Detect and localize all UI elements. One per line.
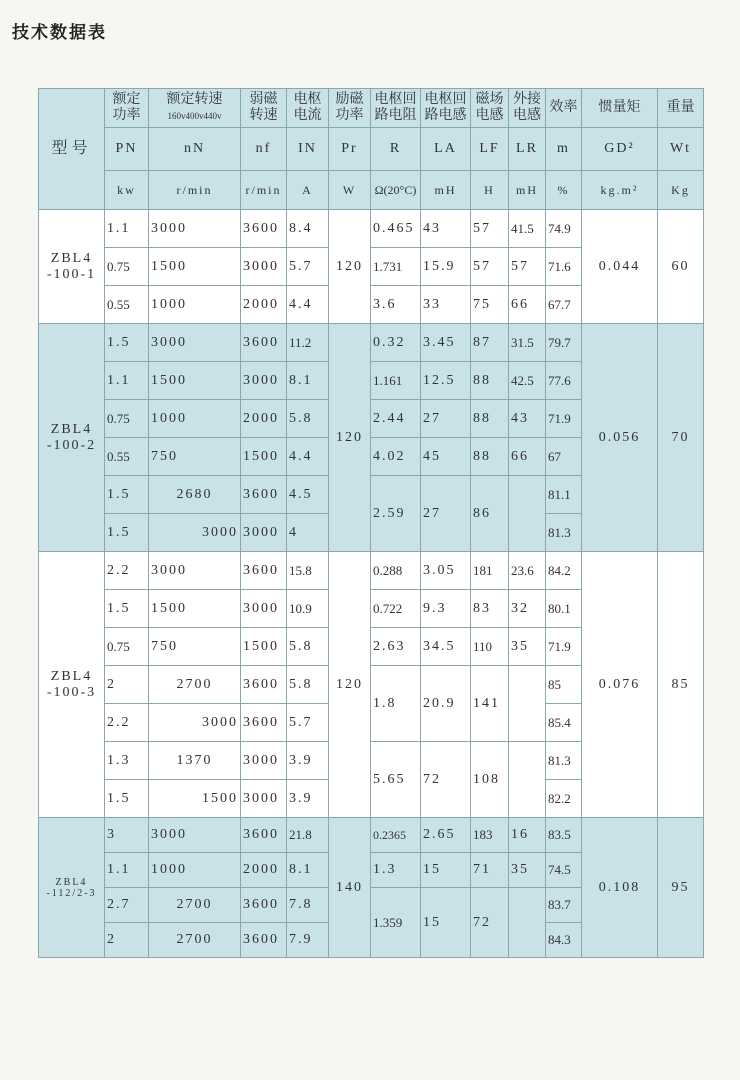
- tech-data-table: [38, 88, 704, 958]
- unit-lf: H: [471, 171, 509, 210]
- symbol-la: LA: [421, 128, 471, 171]
- cell-lr: 43: [509, 400, 546, 438]
- cell-gd2: 0.044: [582, 210, 658, 324]
- cell-pn: 1.1: [105, 210, 149, 248]
- cell-in: 8.1: [287, 853, 329, 888]
- cell-r: 5.65: [371, 742, 421, 818]
- cell-la: 72: [421, 742, 471, 818]
- model-header: 型号: [39, 89, 105, 210]
- unit-eff: %: [546, 171, 582, 210]
- cell-pn: 1.3: [105, 742, 149, 780]
- cell-pn: 0.55: [105, 286, 149, 324]
- cell-nf: 3600: [241, 704, 287, 742]
- model-cell: ZBL4 -100-1: [39, 210, 105, 324]
- cell-in: 7.8: [287, 888, 329, 923]
- unit-pn: kw: [105, 171, 149, 210]
- cell-lr: [509, 888, 546, 958]
- cell-nn: 3000: [149, 514, 241, 552]
- cell-in: 15.8: [287, 552, 329, 590]
- unit-pr: W: [329, 171, 371, 210]
- symbol-nf: nf: [241, 128, 287, 171]
- cell-pn: 1.5: [105, 590, 149, 628]
- cell-pn: 2.2: [105, 704, 149, 742]
- cell-r: 1.359: [371, 888, 421, 958]
- cell-in: 4.5: [287, 476, 329, 514]
- cell-lf: 83: [471, 590, 509, 628]
- cell-lf: 141: [471, 666, 509, 742]
- cell-la: 3.45: [421, 324, 471, 362]
- cell-in: 5.8: [287, 628, 329, 666]
- cell-in: 5.8: [287, 666, 329, 704]
- cell-r: 2.59: [371, 476, 421, 552]
- cell-la: 9.3: [421, 590, 471, 628]
- cell-in: 8.1: [287, 362, 329, 400]
- cell-lf: 110: [471, 628, 509, 666]
- cell-in: 5.7: [287, 248, 329, 286]
- symbol-eff: m: [546, 128, 582, 171]
- cell-eff: 77.6: [546, 362, 582, 400]
- cell-lf: 75: [471, 286, 509, 324]
- cell-eff: 85: [546, 666, 582, 704]
- symbol-lf: LF: [471, 128, 509, 171]
- cell-lr: [509, 742, 546, 818]
- cell-pn: 2: [105, 666, 149, 704]
- cell-r: 2.63: [371, 628, 421, 666]
- cell-lr: 31.5: [509, 324, 546, 362]
- cell-nn: 3000: [149, 704, 241, 742]
- cell-lr: 66: [509, 438, 546, 476]
- unit-wt: Kg: [658, 171, 704, 210]
- cell-in: 7.9: [287, 923, 329, 958]
- cell-in: 8.4: [287, 210, 329, 248]
- unit-la: mH: [421, 171, 471, 210]
- cell-lf: 88: [471, 362, 509, 400]
- cell-gd2: 0.056: [582, 324, 658, 552]
- cell-la: 34.5: [421, 628, 471, 666]
- col-header-in: 电枢电流: [287, 89, 329, 128]
- cell-eff: 84.2: [546, 552, 582, 590]
- table-row: [39, 818, 704, 853]
- unit-nn: r/min: [149, 171, 241, 210]
- cell-nn: 1000: [149, 400, 241, 438]
- cell-lr: [509, 666, 546, 742]
- cell-eff: 74.5: [546, 853, 582, 888]
- cell-in: 3.9: [287, 780, 329, 818]
- cell-in: 4.4: [287, 286, 329, 324]
- cell-pn: 1.5: [105, 476, 149, 514]
- cell-nf: 3000: [241, 514, 287, 552]
- cell-in: 10.9: [287, 590, 329, 628]
- model-cell: ZBL4 -100-2: [39, 324, 105, 552]
- col-header-nn-label: 额定转速: [166, 92, 223, 107]
- cell-eff: 81.3: [546, 514, 582, 552]
- cell-eff: 79.7: [546, 324, 582, 362]
- cell-nn: 2700: [149, 923, 241, 958]
- cell-gd2: 0.076: [582, 552, 658, 818]
- cell-r: 0.288: [371, 552, 421, 590]
- cell-pn: 0.75: [105, 400, 149, 438]
- cell-nf: 2000: [241, 286, 287, 324]
- cell-nf: 3600: [241, 666, 287, 704]
- cell-nn: 2680: [149, 476, 241, 514]
- cell-nf: 3600: [241, 552, 287, 590]
- col-header-nn: [149, 89, 241, 128]
- cell-r: 2.44: [371, 400, 421, 438]
- table-row: [39, 552, 704, 590]
- cell-pn: 1.5: [105, 514, 149, 552]
- cell-in: 21.8: [287, 818, 329, 853]
- cell-pn: 0.75: [105, 248, 149, 286]
- col-header-pr: 励磁功率: [329, 89, 371, 128]
- cell-lr: 41.5: [509, 210, 546, 248]
- cell-pr: 120: [329, 210, 371, 324]
- cell-nn: 1500: [149, 590, 241, 628]
- cell-pn: 2.2: [105, 552, 149, 590]
- unit-lr: mH: [509, 171, 546, 210]
- cell-r: 3.6: [371, 286, 421, 324]
- cell-nn: 3000: [149, 818, 241, 853]
- cell-nf: 3000: [241, 780, 287, 818]
- unit-in: A: [287, 171, 329, 210]
- col-header-nn-sub: 160v400v440v: [167, 111, 222, 121]
- cell-nn: 750: [149, 438, 241, 476]
- cell-la: 15.9: [421, 248, 471, 286]
- cell-nf: 3600: [241, 476, 287, 514]
- cell-lf: 57: [471, 210, 509, 248]
- symbol-nn: nN: [149, 128, 241, 171]
- cell-nn: 1370: [149, 742, 241, 780]
- cell-la: 15: [421, 853, 471, 888]
- cell-pn: 0.55: [105, 438, 149, 476]
- cell-eff: 67: [546, 438, 582, 476]
- cell-la: 20.9: [421, 666, 471, 742]
- cell-nf: 3000: [241, 248, 287, 286]
- cell-eff: 74.9: [546, 210, 582, 248]
- unit-nf: r/min: [241, 171, 287, 210]
- unit-r: Ω(20°C): [371, 171, 421, 210]
- cell-in: 5.8: [287, 400, 329, 438]
- cell-la: 15: [421, 888, 471, 958]
- cell-la: 43: [421, 210, 471, 248]
- cell-r: 1.731: [371, 248, 421, 286]
- cell-r: 4.02: [371, 438, 421, 476]
- cell-pn: 0.75: [105, 628, 149, 666]
- col-header-la: 电枢回路电感: [421, 89, 471, 128]
- cell-r: 1.161: [371, 362, 421, 400]
- cell-r: 1.3: [371, 853, 421, 888]
- cell-nn: 3000: [149, 210, 241, 248]
- cell-eff: 83.5: [546, 818, 582, 853]
- cell-nn: 1500: [149, 780, 241, 818]
- cell-la: 27: [421, 476, 471, 552]
- header-row-units: [39, 171, 704, 210]
- cell-eff: 80.1: [546, 590, 582, 628]
- cell-nf: 2000: [241, 853, 287, 888]
- cell-r: 0.2365: [371, 818, 421, 853]
- model-cell: ZBL4 -100-3: [39, 552, 105, 818]
- symbol-pn: PN: [105, 128, 149, 171]
- cell-nf: 3600: [241, 818, 287, 853]
- cell-lr: 42.5: [509, 362, 546, 400]
- cell-lf: 88: [471, 438, 509, 476]
- cell-r: 0.722: [371, 590, 421, 628]
- cell-pr: 140: [329, 818, 371, 958]
- cell-pn: 1.5: [105, 780, 149, 818]
- cell-lf: 71: [471, 853, 509, 888]
- cell-wt: 60: [658, 210, 704, 324]
- cell-nn: 2700: [149, 666, 241, 704]
- cell-eff: 67.7: [546, 286, 582, 324]
- cell-lf: 181: [471, 552, 509, 590]
- symbol-in: IN: [287, 128, 329, 171]
- cell-lr: 35: [509, 853, 546, 888]
- col-header-pn: 额定功率: [105, 89, 149, 128]
- cell-nn: 2700: [149, 888, 241, 923]
- cell-lf: 57: [471, 248, 509, 286]
- cell-lr: 23.6: [509, 552, 546, 590]
- table-row: [39, 324, 704, 362]
- cell-nf: 3600: [241, 210, 287, 248]
- header-row-names: [39, 89, 704, 128]
- cell-lf: 86: [471, 476, 509, 552]
- cell-nn: 750: [149, 628, 241, 666]
- cell-lr: 16: [509, 818, 546, 853]
- cell-eff: 81.1: [546, 476, 582, 514]
- cell-r: 1.8: [371, 666, 421, 742]
- cell-pn: 3: [105, 818, 149, 853]
- cell-nf: 3000: [241, 742, 287, 780]
- cell-eff: 71.9: [546, 628, 582, 666]
- symbol-r: R: [371, 128, 421, 171]
- cell-lr: 66: [509, 286, 546, 324]
- unit-gd2: kg.m²: [582, 171, 658, 210]
- cell-nn: 1000: [149, 853, 241, 888]
- symbol-lr: LR: [509, 128, 546, 171]
- cell-lr: [509, 476, 546, 552]
- cell-eff: 71.6: [546, 248, 582, 286]
- cell-la: 27: [421, 400, 471, 438]
- col-header-lr: 外接电感: [509, 89, 546, 128]
- cell-nf: 3000: [241, 362, 287, 400]
- col-header-r: 电枢回路电阻: [371, 89, 421, 128]
- cell-lr: 32: [509, 590, 546, 628]
- cell-wt: 95: [658, 818, 704, 958]
- cell-la: 45: [421, 438, 471, 476]
- cell-lf: 183: [471, 818, 509, 853]
- cell-nf: 3000: [241, 590, 287, 628]
- cell-pn: 1.1: [105, 362, 149, 400]
- cell-eff: 81.3: [546, 742, 582, 780]
- col-header-wt: 重量: [658, 89, 704, 128]
- symbol-wt: Wt: [658, 128, 704, 171]
- cell-pr: 120: [329, 552, 371, 818]
- symbol-pr: Pr: [329, 128, 371, 171]
- cell-in: 3.9: [287, 742, 329, 780]
- cell-wt: 70: [658, 324, 704, 552]
- page-title: 技术数据表: [12, 23, 107, 43]
- cell-la: 2.65: [421, 818, 471, 853]
- col-header-nf: 弱磁转速: [241, 89, 287, 128]
- cell-nf: 3600: [241, 888, 287, 923]
- col-header-gd2: 惯量矩: [582, 89, 658, 128]
- cell-eff: 84.3: [546, 923, 582, 958]
- cell-nn: 3000: [149, 552, 241, 590]
- cell-lf: 87: [471, 324, 509, 362]
- cell-pn: 2.7: [105, 888, 149, 923]
- cell-nf: 3600: [241, 324, 287, 362]
- cell-nf: 1500: [241, 438, 287, 476]
- cell-nn: 3000: [149, 324, 241, 362]
- cell-pn: 1.1: [105, 853, 149, 888]
- cell-r: 0.465: [371, 210, 421, 248]
- cell-nf: 3600: [241, 923, 287, 958]
- cell-pn: 1.5: [105, 324, 149, 362]
- cell-pn: 2: [105, 923, 149, 958]
- cell-nf: 2000: [241, 400, 287, 438]
- cell-wt: 85: [658, 552, 704, 818]
- cell-la: 3.05: [421, 552, 471, 590]
- cell-eff: 71.9: [546, 400, 582, 438]
- col-header-lf: 磁场电感: [471, 89, 509, 128]
- cell-lf: 108: [471, 742, 509, 818]
- cell-in: 4.4: [287, 438, 329, 476]
- cell-gd2: 0.108: [582, 818, 658, 958]
- cell-eff: 82.2: [546, 780, 582, 818]
- cell-lf: 88: [471, 400, 509, 438]
- cell-lf: 72: [471, 888, 509, 958]
- cell-lr: 35: [509, 628, 546, 666]
- cell-in: 5.7: [287, 704, 329, 742]
- cell-nn: 1500: [149, 248, 241, 286]
- cell-la: 12.5: [421, 362, 471, 400]
- header-row-symbols: [39, 128, 704, 171]
- table-row: [39, 210, 704, 248]
- cell-nn: 1500: [149, 362, 241, 400]
- cell-pr: 120: [329, 324, 371, 552]
- col-header-eff: 效率: [546, 89, 582, 128]
- model-cell: ZBL4 -112/2-3: [39, 818, 105, 958]
- cell-la: 33: [421, 286, 471, 324]
- cell-nf: 1500: [241, 628, 287, 666]
- cell-r: 0.32: [371, 324, 421, 362]
- symbol-gd2: GD²: [582, 128, 658, 171]
- cell-eff: 85.4: [546, 704, 582, 742]
- cell-in: 11.2: [287, 324, 329, 362]
- cell-nn: 1000: [149, 286, 241, 324]
- cell-in: 4: [287, 514, 329, 552]
- cell-lr: 57: [509, 248, 546, 286]
- cell-eff: 83.7: [546, 888, 582, 923]
